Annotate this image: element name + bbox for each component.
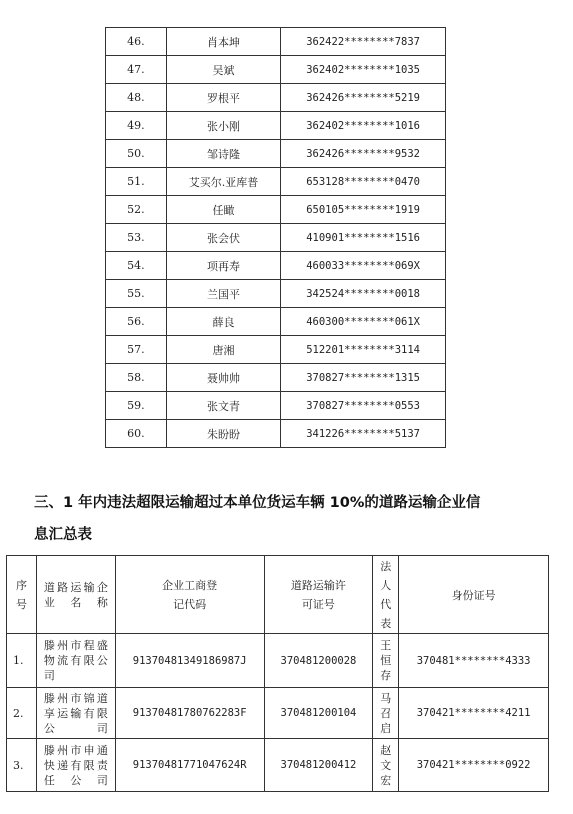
company-name-text: 滕州市程盛物流有限公司 — [43, 639, 108, 682]
id-number: 362422********7837 — [281, 28, 446, 56]
id-number: 650105********1919 — [281, 196, 446, 224]
table-row — [106, 392, 446, 420]
row-number: 46. — [106, 28, 167, 56]
table-row — [7, 739, 549, 792]
company-name-text: 滕州市锦道享运输有限公司 — [43, 691, 108, 735]
person-name: 任瞰 — [166, 196, 280, 224]
driver-table-body — [106, 28, 446, 448]
header-id — [399, 556, 549, 634]
person-name: 吴斌 — [166, 56, 280, 84]
legal-rep-text: 马召启 — [380, 691, 392, 735]
header-company — [36, 556, 115, 634]
person-name: 邹诗隆 — [166, 140, 280, 168]
company-name — [36, 739, 115, 792]
company-name — [36, 634, 115, 688]
row-number: 50. — [106, 140, 167, 168]
id-number: 342524********0018 — [281, 280, 446, 308]
table-row — [106, 252, 446, 280]
row-number: 56. — [106, 308, 167, 336]
header-permit-label: 道路运输许可证号 — [290, 578, 346, 611]
row-number: 3. — [7, 739, 37, 792]
row-number: 2. — [7, 688, 37, 739]
header-no — [7, 556, 37, 634]
table-row — [7, 634, 549, 688]
table-row — [106, 336, 446, 364]
header-company-label: 道路运输企业名称 — [43, 580, 108, 609]
row-number: 49. — [106, 112, 167, 140]
person-name: 唐湘 — [166, 336, 280, 364]
table-row — [106, 420, 446, 448]
row-number: 51. — [106, 168, 167, 196]
row-number: 1. — [7, 634, 37, 688]
table-row — [106, 84, 446, 112]
id-number: 460033********069X — [281, 252, 446, 280]
person-name: 项再寿 — [166, 252, 280, 280]
row-number: 48. — [106, 84, 167, 112]
person-name: 张小刚 — [166, 112, 280, 140]
header-legal-rep — [373, 556, 399, 634]
header-reg-code-label: 企业工商登记代码 — [162, 578, 218, 611]
table-row — [106, 28, 446, 56]
id-number: 370827********0553 — [281, 392, 446, 420]
id-number: 362426********5219 — [281, 84, 446, 112]
id-number: 341226********5137 — [281, 420, 446, 448]
reg-code: 91370481771047624R — [115, 739, 264, 792]
row-number: 58. — [106, 364, 167, 392]
section-heading-line1: 三、1 年内违法超限运输超过本单位货运车辆 10%的道路运输企业信 — [34, 495, 481, 511]
person-name: 肖本坤 — [166, 28, 280, 56]
id-number: 370421********0922 — [399, 739, 549, 792]
legal-rep — [373, 634, 399, 688]
table-row — [106, 56, 446, 84]
table-row — [106, 112, 446, 140]
row-number: 52. — [106, 196, 167, 224]
table-row — [106, 196, 446, 224]
person-name: 兰国平 — [166, 280, 280, 308]
person-name: 朱盼盼 — [166, 420, 280, 448]
row-number: 60. — [106, 420, 167, 448]
id-number: 410901********1516 — [281, 224, 446, 252]
permit-number: 370481200104 — [264, 688, 373, 739]
table-row — [106, 168, 446, 196]
id-number: 362402********1035 — [281, 56, 446, 84]
person-name: 薛良 — [166, 308, 280, 336]
header-id-label: 身份证号 — [451, 588, 496, 602]
person-name: 罗根平 — [166, 84, 280, 112]
id-number: 362402********1016 — [281, 112, 446, 140]
id-number: 370421********4211 — [399, 688, 549, 739]
company-name-text: 滕州市申通快递有限责任公司 — [43, 743, 108, 787]
row-number: 55. — [106, 280, 167, 308]
company-table — [6, 555, 549, 792]
legal-rep-text: 赵文宏 — [380, 743, 392, 787]
table-header-row — [7, 556, 549, 634]
header-no-label: 序号 — [15, 578, 27, 611]
header-permit — [264, 556, 373, 634]
row-number: 53. — [106, 224, 167, 252]
permit-number: 370481200412 — [264, 739, 373, 792]
section-heading — [34, 487, 554, 551]
reg-code: 91370481349186987J — [115, 634, 264, 688]
table-row — [106, 280, 446, 308]
section-heading-line2: 息汇总表 — [34, 527, 92, 543]
table-row — [7, 688, 549, 739]
header-reg-code — [115, 556, 264, 634]
table-row — [106, 140, 446, 168]
table-row — [106, 224, 446, 252]
id-number: 370827********1315 — [281, 364, 446, 392]
driver-table — [105, 27, 446, 448]
legal-rep-text: 王恒存 — [380, 639, 392, 682]
person-name: 张会伏 — [166, 224, 280, 252]
id-number: 460300********061X — [281, 308, 446, 336]
permit-number: 370481200028 — [264, 634, 373, 688]
company-name — [36, 688, 115, 739]
row-number: 59. — [106, 392, 167, 420]
id-number: 362426********9532 — [281, 140, 446, 168]
row-number: 47. — [106, 56, 167, 84]
id-number: 370481********4333 — [399, 634, 549, 688]
table-row — [106, 308, 446, 336]
legal-rep — [373, 739, 399, 792]
person-name: 聂帅帅 — [166, 364, 280, 392]
person-name: 张文青 — [166, 392, 280, 420]
row-number: 57. — [106, 336, 167, 364]
row-number: 54. — [106, 252, 167, 280]
table-row — [106, 364, 446, 392]
legal-rep — [373, 688, 399, 739]
reg-code: 91370481780762283F — [115, 688, 264, 739]
person-name: 艾买尔.亚库普 — [166, 168, 280, 196]
id-number: 512201********3114 — [281, 336, 446, 364]
id-number: 653128********0470 — [281, 168, 446, 196]
header-legal-rep-label: 法人代表 — [380, 559, 392, 630]
